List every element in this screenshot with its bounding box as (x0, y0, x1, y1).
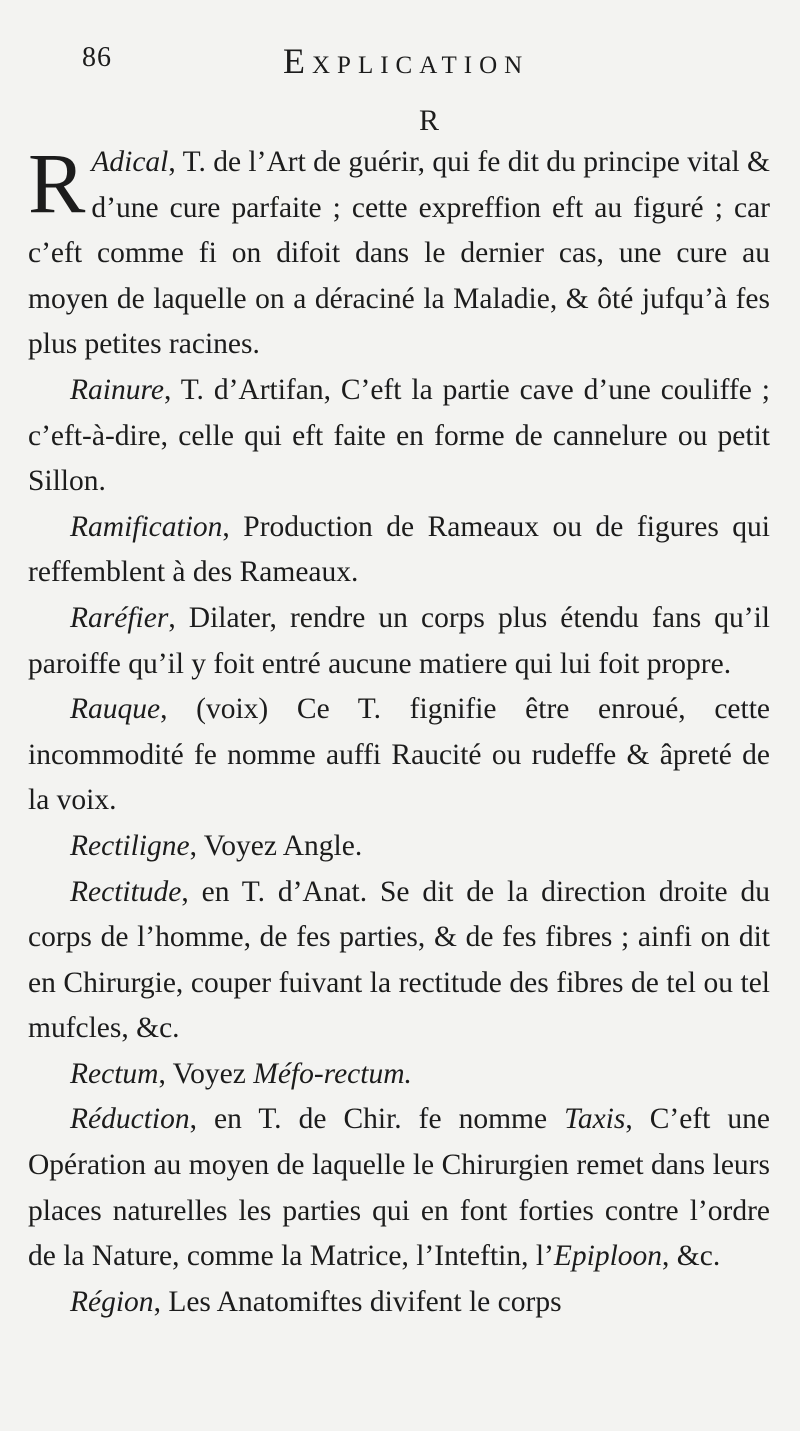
entry-term: Réduction (70, 1103, 190, 1136)
entry-text: , Production de Rameaux ou de figures qui reffemblent à des Rameaux. (28, 510, 770, 589)
entry-text: , Voyez (158, 1057, 254, 1090)
entry-term: Région (70, 1285, 154, 1318)
entry-rectum (28, 1052, 770, 1098)
entry-text: , Dilater, rendre un corps plus étendu fans qu’il paroiffe qu’il y foit entré aucune matiere qui lui foit propre. (28, 601, 770, 680)
entry-reduction (28, 1097, 770, 1279)
running-head (28, 40, 770, 88)
entry-text: , (voix) Ce T. fignifie être enroué, cette incommodité fe nomme auffi Raucité ou rudeffe & âpreté de la voix. (28, 693, 770, 817)
entry-text: , en T. de Chir. fe nomme (189, 1103, 565, 1136)
entry-text: , T. d’Artifan, C’eft la partie cave d’une couliffe ; c’eft-à-dire, celle qui eft faite en forme de cannelure ou petit Sillon. (28, 373, 770, 498)
entry-text: , T. de l’Art de guérir, qui fe dit du principe vital & d’une cure parfaite ; cette expreffion eft au figuré ; car c’eft comme fi on difoit dans le dernier cas, une cure au moyen de laquelle on a déraciné la Maladie, & ôté jufqu’à fes plus petites racines. (28, 146, 770, 361)
entry-term: Rainure (70, 373, 164, 406)
entry-radical (28, 135, 770, 368)
entry-rauque (28, 687, 770, 824)
entry-term: Rectum (70, 1057, 159, 1090)
cross-reference: Taxis (564, 1103, 626, 1136)
entry-term: Rectiligne (70, 829, 190, 862)
entry-rarefier (28, 596, 770, 687)
entry-rectiligne (28, 824, 770, 870)
entry-rectitude (28, 870, 770, 1052)
entry-term: Adical (91, 146, 169, 178)
entry-text-end: , &c. (662, 1240, 721, 1273)
entry-term: Ramification (70, 510, 223, 543)
cross-reference: Epiploon (553, 1240, 663, 1273)
entry-term: Raréfier (70, 601, 169, 634)
entry-text: , Les Anatomiftes divifent le corps (153, 1285, 562, 1318)
page-number: 86 (82, 42, 112, 73)
drop-cap: R (28, 135, 86, 231)
entry-term: Rauque (70, 693, 161, 726)
entry-ramification (28, 505, 770, 596)
cross-reference: Méfo-rectum. (253, 1057, 412, 1090)
entry-text: , en T. d’Anat. Se dit de la direction droite du corps de l’homme, de fes parties, & de fes fibres ; ainfi on dit en Chirurgie, couper fuivant la rectitude des fibres de tel ou tel mufcles, &c. (28, 875, 770, 1045)
entry-text: , Voyez Angle. (189, 829, 363, 862)
section-letter: R (418, 104, 439, 137)
entry-text-continued: , C’eft une Opération au moyen de laquelle le Chirurgien remet dans leurs places naturelles les parties qui en font forties contre l’ordre de la Nature, comme la Matrice, l’Inteftin, l’ (28, 1103, 770, 1273)
running-title: Explication (283, 41, 530, 81)
entry-rainure (28, 368, 770, 505)
entry-region (28, 1280, 770, 1326)
entry-term: Rectitude (70, 875, 182, 908)
